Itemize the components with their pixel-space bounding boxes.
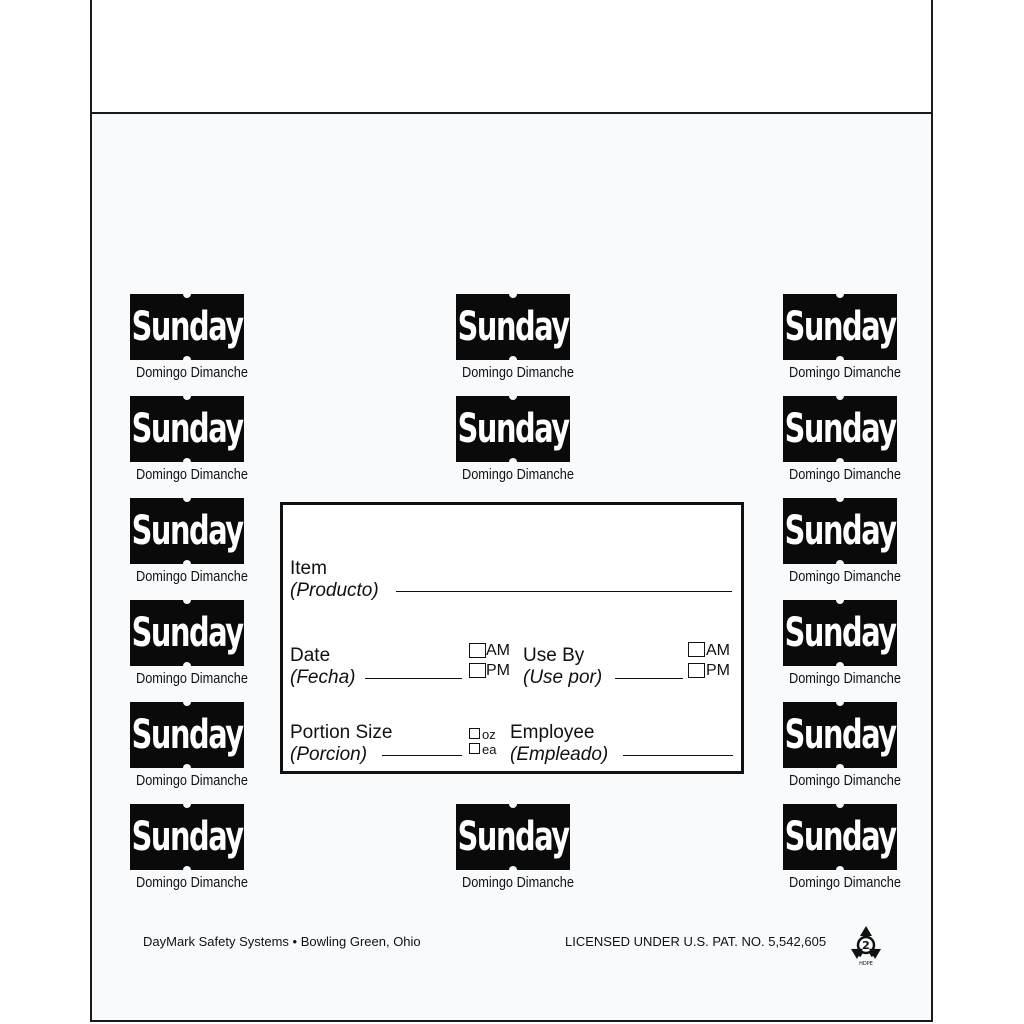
day-tag bbox=[780, 498, 900, 588]
day-tag bbox=[453, 294, 573, 384]
day-name: Sunday bbox=[784, 610, 896, 656]
date-label: Date bbox=[290, 645, 331, 666]
day-name: Sunday bbox=[131, 406, 243, 452]
item-field[interactable] bbox=[396, 591, 732, 592]
date-field[interactable] bbox=[365, 678, 462, 679]
day-name: Sunday bbox=[131, 712, 243, 758]
day-tag bbox=[453, 804, 573, 894]
day-translations: Domingo Dimanche bbox=[462, 874, 574, 891]
day-name: Sunday bbox=[457, 304, 569, 350]
day-name: Sunday bbox=[784, 712, 896, 758]
day-tag-box bbox=[456, 804, 570, 870]
portion-field[interactable] bbox=[382, 755, 462, 756]
useby-am-label: AM bbox=[706, 642, 730, 659]
day-name: Sunday bbox=[131, 814, 243, 860]
day-name: Sunday bbox=[457, 406, 569, 452]
date-pm-label: PM bbox=[486, 662, 510, 679]
company-name: DayMark Safety Systems • Bowling Green, Ohio bbox=[143, 934, 421, 949]
recycle-label: HDPE bbox=[859, 961, 873, 966]
recycle-icon bbox=[848, 924, 884, 966]
recycle-code: 2 bbox=[862, 939, 870, 952]
day-tag-box bbox=[783, 498, 897, 564]
day-tag bbox=[127, 396, 247, 486]
useby-am-checkbox[interactable] bbox=[688, 642, 705, 657]
day-translations: Domingo Dimanche bbox=[789, 772, 901, 789]
day-tag bbox=[453, 396, 573, 486]
day-tag-box bbox=[130, 294, 244, 360]
day-tag bbox=[780, 702, 900, 792]
day-translations: Domingo Dimanche bbox=[136, 466, 248, 483]
day-translations: Domingo Dimanche bbox=[136, 364, 248, 381]
day-tag-box bbox=[783, 294, 897, 360]
portion-ea-checkbox[interactable] bbox=[469, 743, 480, 754]
day-name: Sunday bbox=[784, 508, 896, 554]
day-translations: Domingo Dimanche bbox=[789, 568, 901, 585]
day-translations: Domingo Dimanche bbox=[462, 466, 574, 483]
day-tag bbox=[780, 804, 900, 894]
day-translations: Domingo Dimanche bbox=[462, 364, 574, 381]
useby-field[interactable] bbox=[615, 678, 683, 679]
useby-label: Use By bbox=[523, 645, 585, 666]
day-tag-box bbox=[783, 702, 897, 768]
day-tag bbox=[780, 396, 900, 486]
day-translations: Domingo Dimanche bbox=[136, 874, 248, 891]
day-name: Sunday bbox=[131, 610, 243, 656]
day-tag-box bbox=[130, 702, 244, 768]
day-tag bbox=[127, 804, 247, 894]
day-name: Sunday bbox=[784, 814, 896, 860]
date-am-checkbox[interactable] bbox=[469, 643, 486, 658]
day-tag-box bbox=[130, 498, 244, 564]
portion-label: Portion Size bbox=[290, 722, 393, 743]
useby-pm-label: PM bbox=[706, 662, 730, 679]
day-tag bbox=[127, 702, 247, 792]
item-label: Item bbox=[290, 558, 327, 579]
day-tag bbox=[780, 294, 900, 384]
day-translations: Domingo Dimanche bbox=[789, 466, 901, 483]
portion-oz-checkbox[interactable] bbox=[469, 728, 480, 739]
label-form bbox=[280, 502, 744, 774]
day-translations: Domingo Dimanche bbox=[789, 364, 901, 381]
day-name: Sunday bbox=[784, 304, 896, 350]
useby-pm-checkbox[interactable] bbox=[688, 663, 705, 678]
portion-oz-label: oz bbox=[482, 727, 496, 742]
date-label-es: (Fecha) bbox=[290, 667, 356, 688]
day-tag bbox=[127, 600, 247, 690]
employee-field[interactable] bbox=[623, 755, 733, 756]
day-tag bbox=[780, 600, 900, 690]
day-translations: Domingo Dimanche bbox=[789, 874, 901, 891]
item-label-es: (Producto) bbox=[290, 580, 379, 601]
portion-label-es: (Porcion) bbox=[290, 744, 368, 765]
day-tag bbox=[127, 498, 247, 588]
day-tag-box bbox=[783, 396, 897, 462]
day-tag-box bbox=[783, 804, 897, 870]
employee-label: Employee bbox=[510, 722, 595, 743]
day-tag-box bbox=[456, 294, 570, 360]
day-translations: Domingo Dimanche bbox=[136, 568, 248, 585]
date-pm-checkbox[interactable] bbox=[469, 663, 486, 678]
day-tag-box bbox=[456, 396, 570, 462]
day-tag bbox=[127, 294, 247, 384]
patent-notice: LICENSED UNDER U.S. PAT. NO. 5,542,605 bbox=[565, 934, 827, 949]
employee-label-es: (Empleado) bbox=[510, 744, 609, 765]
date-am-label: AM bbox=[486, 642, 510, 659]
day-tag-box bbox=[130, 396, 244, 462]
day-translations: Domingo Dimanche bbox=[789, 670, 901, 687]
useby-label-es: (Use por) bbox=[523, 667, 603, 688]
day-name: Sunday bbox=[131, 508, 243, 554]
day-tag-box bbox=[130, 804, 244, 870]
day-name: Sunday bbox=[131, 304, 243, 350]
day-translations: Domingo Dimanche bbox=[136, 670, 248, 687]
day-name: Sunday bbox=[784, 406, 896, 452]
day-tag-box bbox=[130, 600, 244, 666]
day-name: Sunday bbox=[457, 814, 569, 860]
portion-ea-label: ea bbox=[482, 742, 497, 757]
bag-flap bbox=[92, 0, 931, 114]
day-translations: Domingo Dimanche bbox=[136, 772, 248, 789]
day-tag-box bbox=[783, 600, 897, 666]
